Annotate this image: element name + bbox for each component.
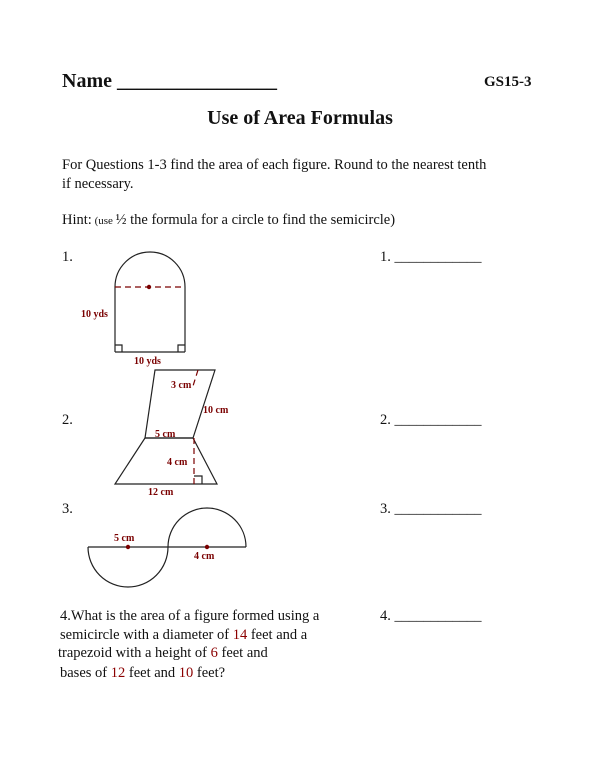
question-4-line-1: 4.What is the area of a figure formed using a — [60, 608, 320, 624]
instructions-line-1: For Questions 1-3 find the area of each figure. Round to the nearest tenth — [62, 157, 487, 173]
question-4-line-4: bases of 12 feet and 10 feet? — [60, 665, 226, 681]
semicircle-arc — [115, 252, 185, 287]
center-right — [205, 545, 209, 549]
figure-1-rectangle-with-semicircle — [70, 250, 210, 370]
parallelogram-height-dashed — [193, 370, 198, 386]
worksheet-code: GS15-3 — [484, 74, 532, 90]
label-base: 12 cm — [148, 487, 174, 498]
question-3-number: 3. — [62, 501, 73, 517]
semicircle-up — [168, 508, 246, 547]
label-width: 10 yds — [134, 356, 161, 367]
hint-text: ½ the formula for a circle to find the semicircle) — [115, 212, 396, 228]
instructions-line-2: if necessary. — [62, 176, 134, 192]
label-right: 4 cm — [194, 551, 215, 562]
semicircle-down — [88, 547, 168, 587]
label-left: 5 cm — [114, 533, 135, 544]
hint-prefix: Hint: — [62, 212, 92, 228]
right-angle — [194, 476, 202, 484]
question-1-number: 1. — [62, 249, 73, 265]
right-angle-right — [178, 345, 185, 352]
hint-paren: (use — [91, 215, 116, 227]
page-title: Use of Area Formulas — [207, 107, 393, 129]
question-4-line-3: trapezoid with a height of 6 feet and — [58, 645, 268, 661]
question-2-number: 2. — [62, 412, 73, 428]
question-1-answer-line[interactable]: 1. ____________ — [380, 249, 482, 265]
name-field-label: Name ________________ — [62, 70, 277, 92]
center-left — [126, 545, 130, 549]
right-angle-left — [115, 345, 122, 352]
question-4-answer-line[interactable]: 4. ____________ — [380, 608, 482, 624]
hint — [62, 212, 395, 229]
label-top: 3 cm — [171, 380, 192, 391]
center-point — [147, 285, 151, 289]
figure-3-two-semicircles — [80, 505, 260, 590]
label-height: 4 cm — [167, 457, 188, 468]
question-3-answer-line[interactable]: 3. ____________ — [380, 501, 482, 517]
label-slant: 10 cm — [203, 405, 229, 416]
question-2-answer-line[interactable]: 2. ____________ — [380, 412, 482, 428]
figure-2-parallelogram-on-trapezoid — [105, 362, 245, 502]
label-height: 10 yds — [81, 309, 108, 320]
label-mid: 5 cm — [155, 429, 176, 440]
question-4-line-2: semicircle with a diameter of 14 feet and a — [60, 627, 308, 643]
